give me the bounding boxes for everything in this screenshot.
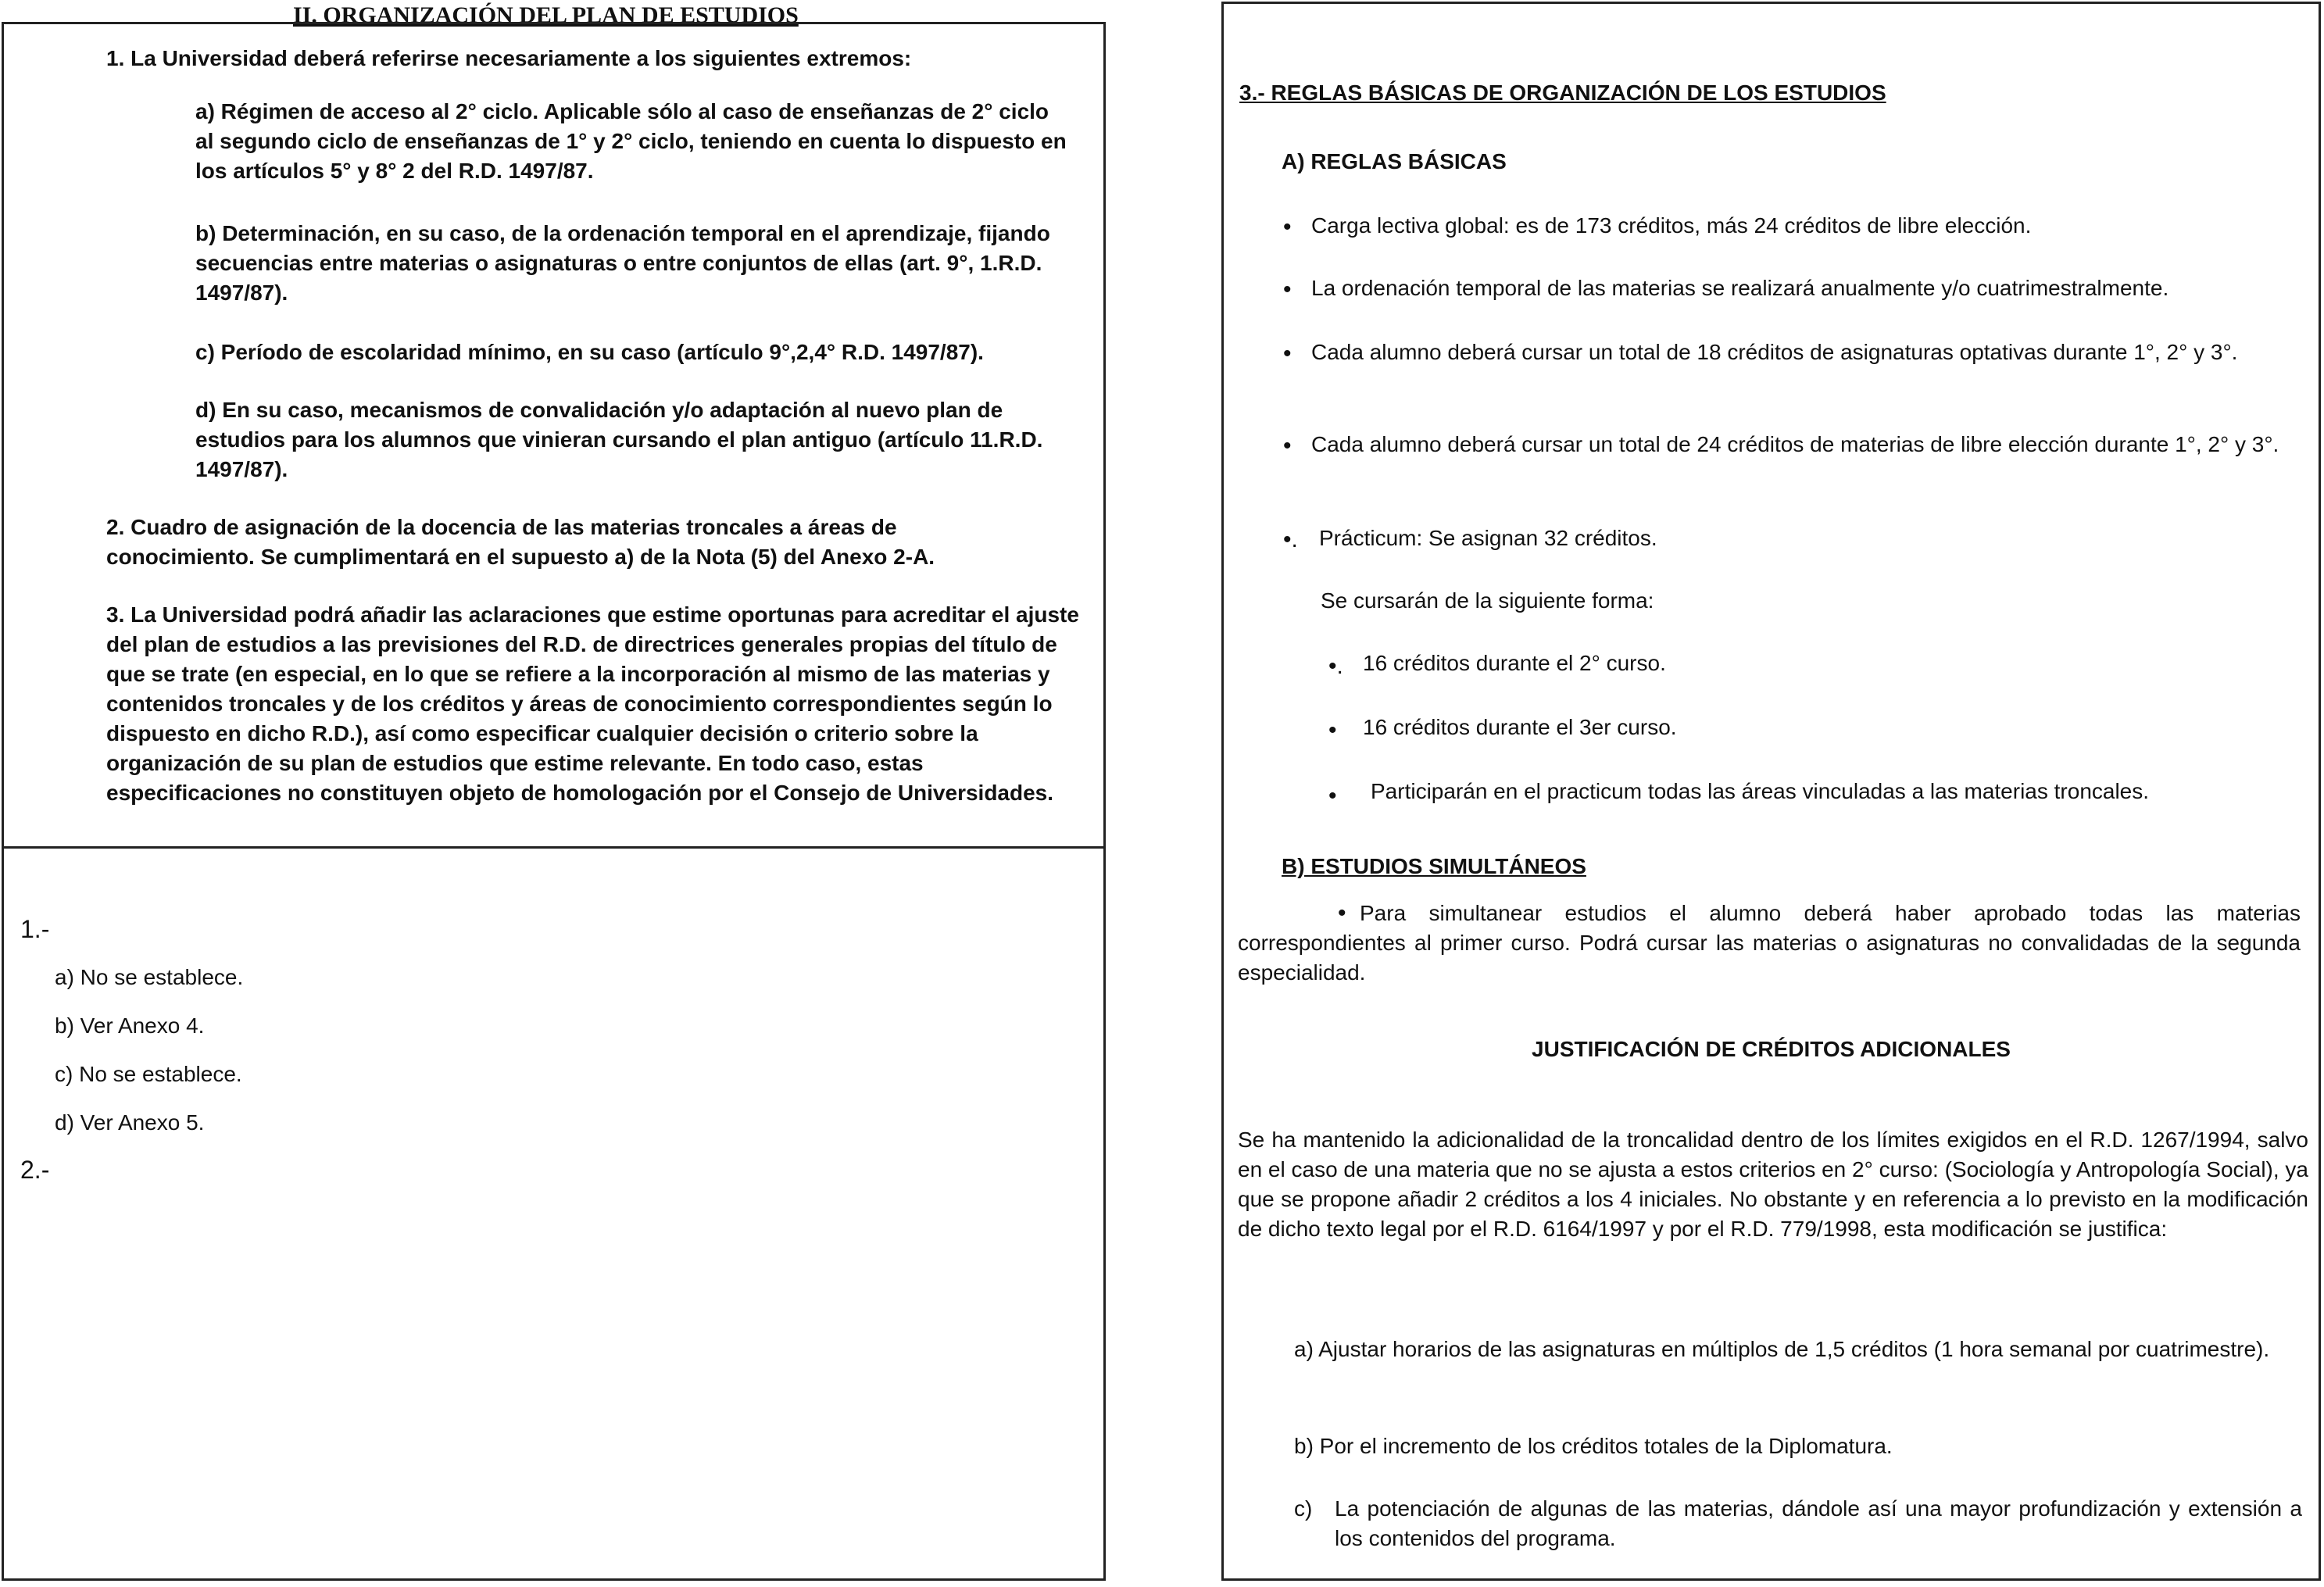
right-sub-b: B) ESTUDIOS SIMULTÁNEOS: [1282, 854, 1586, 878]
left-page-title: II. ORGANIZACIÓN DEL PLAN DE ESTUDIOS: [293, 2, 799, 28]
right-bullet-1: Carga lectiva global: es de 173 créditos, más 24 créditos de libre elección.: [1311, 213, 2032, 238]
right-justification-b: b) Por el incremento de los créditos totales de la Diplomatura.: [1294, 1434, 1893, 1458]
left-item-d: d) En su caso, mecanismos de convalidación y/o adaptación al nuevo plan de estudios para los alumnos que vinieran cursando el plan antiguo (artículo 11.R.D. 1497/87).: [195, 398, 1043, 481]
right-cursaran: Se cursarán de la siguiente forma:: [1321, 588, 1654, 613]
left-item-c: c) Período de escolaridad mínimo, en su caso (artículo 9°,2,4° R.D. 1497/87).: [195, 340, 984, 364]
right-sub-bullet-2: 16 créditos durante el 3er curso.: [1363, 715, 1677, 739]
right-sub-bullet-3: Participarán en el practicum todas las áreas vinculadas a las materias troncales.: [1371, 779, 2150, 803]
bullet-icon: •: [1283, 433, 1292, 459]
right-bullet-5: Prácticum: Se asignan 32 créditos.: [1319, 526, 1657, 550]
right-bullet-3: Cada alumno deberá cursar un total de 18 créditos de asignaturas optativas durante 1°, 2° y 3°.: [1311, 340, 2238, 364]
bullet-icon: •: [1283, 341, 1292, 366]
left-bottom-num-2: 2.-: [20, 1156, 50, 1184]
sub-bullet-icon: •: [1328, 717, 1337, 743]
right-sub-a: A) REGLAS BÁSICAS: [1282, 149, 1507, 173]
right-bullet-2: La ordenación temporal de las materias se realizará anualmente y/o cuatrimestralmente.: [1311, 276, 2169, 300]
right-justification-text: Se ha mantenido la adicionalidad de la troncalidad dentro de los límites exigidos en el R.D. 1267/1994, salvo en el caso de una materia que no se ajusta a estos criterios en 2° curso: (Sociología y Antropología Social), ya que se propone añadir 2 créditos a los 4 iniciales. No obstante y en referencia a lo previsto en la modificación de dicho texto legal por el R.D. 6164/1997 y por el R.D. 779/1998, esta modificación se justifica:: [1238, 1128, 2308, 1241]
right-justification-title: JUSTIFICACIÓN DE CRÉDITOS ADICIONALES: [1532, 1037, 2011, 1061]
bullet-icon: •: [1283, 214, 1292, 240]
left-item-b: b) Determinación, en su caso, de la ordenación temporal en el aprendizaje, fijando secuencias entre materias o asignaturas o entre conjuntos de ellas (art. 9°, 1.R.D. 1497/87).: [195, 221, 1050, 305]
right-simultaneous-text: Para simultanear estudios el alumno deberá haber aprobado todas las materias correspondientes al primer curso. Podrá cursar las materias o asignaturas no convalidadas de la segunda especialidad.: [1238, 901, 2301, 985]
sub-bullet-icon: •.: [1328, 653, 1343, 679]
left-item-a: a) Régimen de acceso al 2° ciclo. Aplicable sólo al caso de enseñanzas de 2° ciclo al segundo ciclo de enseñanzas de 1° y 2° ciclo, teniendo en cuenta lo dispuesto en los artículos 5° y 8° 2 del R.D. 1497/87.: [195, 99, 1067, 183]
bullet-icon: •: [1338, 900, 1346, 926]
left-para-3: 3. La Universidad podrá añadir las aclaraciones que estime oportunas para acreditar el ajuste del plan de estudios a las previsiones del R.D. de directrices generales propias del título de que se trate (en especial, en lo que se refiere a la incorporación al mismo de las materias y contenidos troncales y de los créditos y áreas de conocimiento correspondientes según lo dispuesto en dicho R.D.), así como especificar cualquier decisión o criterio sobre la organización de su plan de estudios que estime relevante. En todo caso, estas especificaciones no constituyen objeto de homologación por el Consejo de Universidades.: [106, 602, 1079, 805]
right-sub-bullet-1: 16 créditos durante el 2° curso.: [1363, 651, 1666, 675]
left-bottom-b: b) Ver Anexo 4.: [55, 1013, 205, 1038]
left-bottom-c: c) No se establece.: [55, 1062, 242, 1086]
right-heading: 3.- REGLAS BÁSICAS DE ORGANIZACIÓN DE LOS ESTUDIOS: [1239, 80, 1886, 105]
right-justification-c: La potenciación de algunas de las materias, dándole así una mayor profundización y extensión a los contenidos del programa.: [1335, 1496, 2302, 1550]
left-bottom-a: a) No se establece.: [55, 965, 244, 989]
sub-bullet-icon: •: [1328, 783, 1337, 809]
left-bottom-box: [2, 846, 1106, 1581]
bullet-icon: •: [1283, 277, 1292, 302]
right-bullet-4: Cada alumno deberá cursar un total de 24 créditos de materias de libre elección durante 1°, 2° y 3°.: [1311, 432, 2279, 456]
right-justification-a: a) Ajustar horarios de las asignaturas en múltiplos de 1,5 créditos (1 hora semanal por cuatrimestre).: [1294, 1337, 2270, 1361]
bullet-icon: •.: [1283, 527, 1298, 552]
left-bottom-num-1: 1.-: [20, 915, 50, 943]
right-justification-c-label: c): [1294, 1496, 1313, 1521]
left-para-2: 2. Cuadro de asignación de la docencia de las materias troncales a áreas de conocimiento. Se cumplimentará en el supuesto a) de la Nota (5) del Anexo 2-A.: [106, 515, 935, 569]
left-intro: 1. La Universidad deberá referirse necesariamente a los siguientes extremos:: [106, 46, 912, 70]
left-bottom-d: d) Ver Anexo 5.: [55, 1110, 205, 1135]
